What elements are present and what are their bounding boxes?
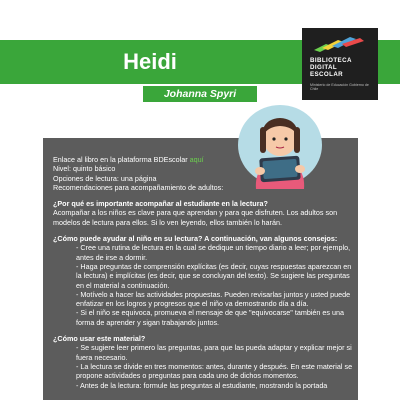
list-item: - Antes de la lectura: formule las preguntas al estudiante, mostrando la portada xyxy=(76,380,328,390)
author-name: Johanna Spyri xyxy=(143,86,257,102)
intro-recs: Recomendaciones para acompañamiento de adultos: xyxy=(53,182,224,192)
list-item: - Cree una rutina de lectura en la cual se dedique un tiempo diario a leer; por ejemplo, antes de irse a dormir. xyxy=(76,243,351,262)
book-title: Heidi xyxy=(123,49,177,74)
intro-link-line: Enlace al libro en la plataforma BDEscolar aquí xyxy=(53,155,204,164)
logo-text: BIBLIOTECA DIGITAL ESCOLAR xyxy=(310,57,352,78)
logo-ministry: Ministerio de Educación Gobierno de Chile xyxy=(310,83,369,92)
section-heading: ¿Cómo usar este material? xyxy=(53,334,146,344)
section-heading: ¿Por qué es importante acompañar al estudiante en la lectura? xyxy=(53,199,268,209)
books-logo-icon xyxy=(312,34,368,56)
list-item: - Haga preguntas de comprensión explícitas (es decir, cuyas respuestas aparezcan en la lectura) e implícitas (es decir, que se concluyan del texto). Se sugiere las preguntas en el material a continuación. xyxy=(76,261,352,290)
section-heading: ¿Cómo puede ayudar al niño en su lectura? A continuación, van algunos consejos: xyxy=(53,234,338,244)
guide-content xyxy=(53,155,353,390)
book-link[interactable]: aquí xyxy=(189,155,204,164)
list-item: - Si el niño se equivoca, promueva el mensaje de que "equivocarse" también es una forma de aprender y sigan trabajando juntos. xyxy=(76,308,345,327)
list-item: - Se sugiere leer primero las preguntas, para que las pueda adaptar y explicar mejor si fuera necesario. xyxy=(76,343,352,362)
list-item: - La lectura se divide en tres momentos: antes, durante y después. En este material se propone actividades o preguntas para cada uno de dichos momentos. xyxy=(76,361,353,381)
intro-options: Opciones de lectura: una página xyxy=(53,173,157,183)
intro-level: Nivel: quinto básico xyxy=(53,164,116,174)
list-item: - Motívelo a hacer las actividades propuestas. Pueden revisarlas juntos y usted puede enfatizar en los logros y progresos que el niño va demostrando día a día. xyxy=(76,289,351,309)
section-body: Acompañar a los niños es clave para que aprendan y para que disfruten. Los adultos son modelos de lectura para ellos. Si lo ven leyendo, ellos también lo harán. xyxy=(53,208,338,227)
biblioteca-logo xyxy=(302,28,378,100)
